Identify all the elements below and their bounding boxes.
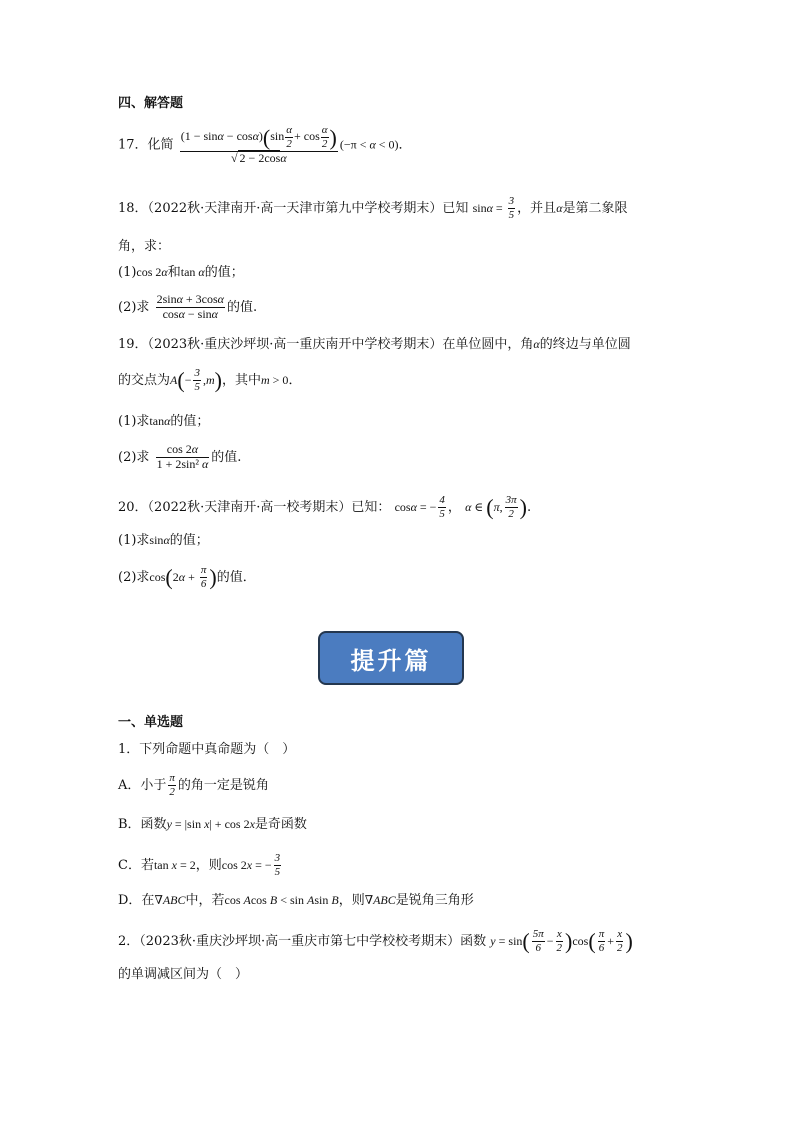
- mc1-option-d: D．在∇ABC中，若cos Acos B < sin Asin B，则∇ABC是锐角三角形: [118, 893, 474, 908]
- question-19: 19．（2023秋·重庆沙坪坝·高一重庆南开中学校考期末）在单位圆中，角α的终边与单位圆: [118, 337, 631, 352]
- advanced-section-banner: 提升篇: [318, 631, 464, 685]
- question-17: 17．化简 (1 − sinα − cosα)(sin $\frac{\alpha}{2}$ + cos $\frac{\alpha}{2}$ ) √ 2 − 2cosα (−π < α < 0)．: [118, 124, 412, 165]
- question-18-part1: (1)cos 2α和tan α的值；: [118, 265, 244, 280]
- question-20: 20．（2022秋·天津南开·高一校考期末）已知： cosα = − $\frac{4}{5}$ ， α ∈ (π, $\frac{3\pi}{2}$ ).: [118, 494, 532, 520]
- mc1-option-c: C．若tan x = 2，则cos 2x = − $\frac{3}{5}$: [118, 852, 281, 878]
- question-source: （2023秋·重庆沙坪坝·高一重庆南开中学校考期末）: [147, 337, 443, 352]
- q17-fraction: (1 − sinα − cosα)(sin $\frac{\alpha}{2}$ + cos $\frac{\alpha}{2}$ ) √ 2 − 2cosα: [180, 124, 337, 165]
- question-18-part2: (2)求 $\frac{2\sin\alpha + 3\cos\alpha}{\cos\alpha - \sin\alpha}$ 的值.: [118, 292, 258, 321]
- question-19-part1: (1)求tanα的值；: [118, 414, 210, 429]
- section-heading-single-choice: 一、单选题: [118, 715, 184, 730]
- section-heading-answer: 四、解答题: [118, 96, 184, 111]
- question-18: 18．（2022秋·天津南开·高一天津市第九中学校考期末）已知 sinα = $\frac{3}{5}$ ，并且α是第二象限: [118, 195, 628, 221]
- mc-question-2: 2．（2023秋·重庆沙坪坝·高一重庆市第七中学校校考期末）函数 y = sin( $\frac{5\pi}{6}$ − $\frac{x}{2}$ )cos( $\frac{\pi}{6}$ + $\frac{x}{2}$ ): [118, 928, 633, 954]
- question-20-part2: (2)求cos(2α + $\frac{\pi}{6}$ )的值．: [118, 564, 256, 590]
- question-20-part1: (1)求sinα的值；: [118, 533, 209, 548]
- mc-question-2-cont: 的单调减区间为（ ）: [118, 967, 249, 982]
- mc1-option-b: B．函数y = |sin x| + cos 2x是奇函数: [118, 817, 307, 832]
- question-18-cont: 角，求：: [118, 239, 171, 254]
- mc-question-1: 1．下列命题中真命题为（ ）: [118, 742, 296, 757]
- question-19-cont: 的交点为A(− $\frac{3}{5}$ ,m)，其中m > 0．: [118, 367, 302, 393]
- question-number: 17．: [118, 137, 148, 153]
- question-source: （2023秋·重庆沙坪坝·高一重庆市第七中学校校考期末）: [139, 934, 461, 949]
- question-19-part2: (2)求 $\frac{\cos 2\alpha}{\text{1 + 2sin² α}}$ 的值.: [118, 442, 242, 471]
- question-source: （2022秋·天津南开·高一校考期末）: [147, 500, 352, 515]
- mc1-option-a: A．小于 $\frac{\pi}{2}$ 的角一定是锐角: [118, 772, 269, 798]
- question-source: （2022秋·天津南开·高一天津市第九中学校考期末）: [147, 201, 443, 216]
